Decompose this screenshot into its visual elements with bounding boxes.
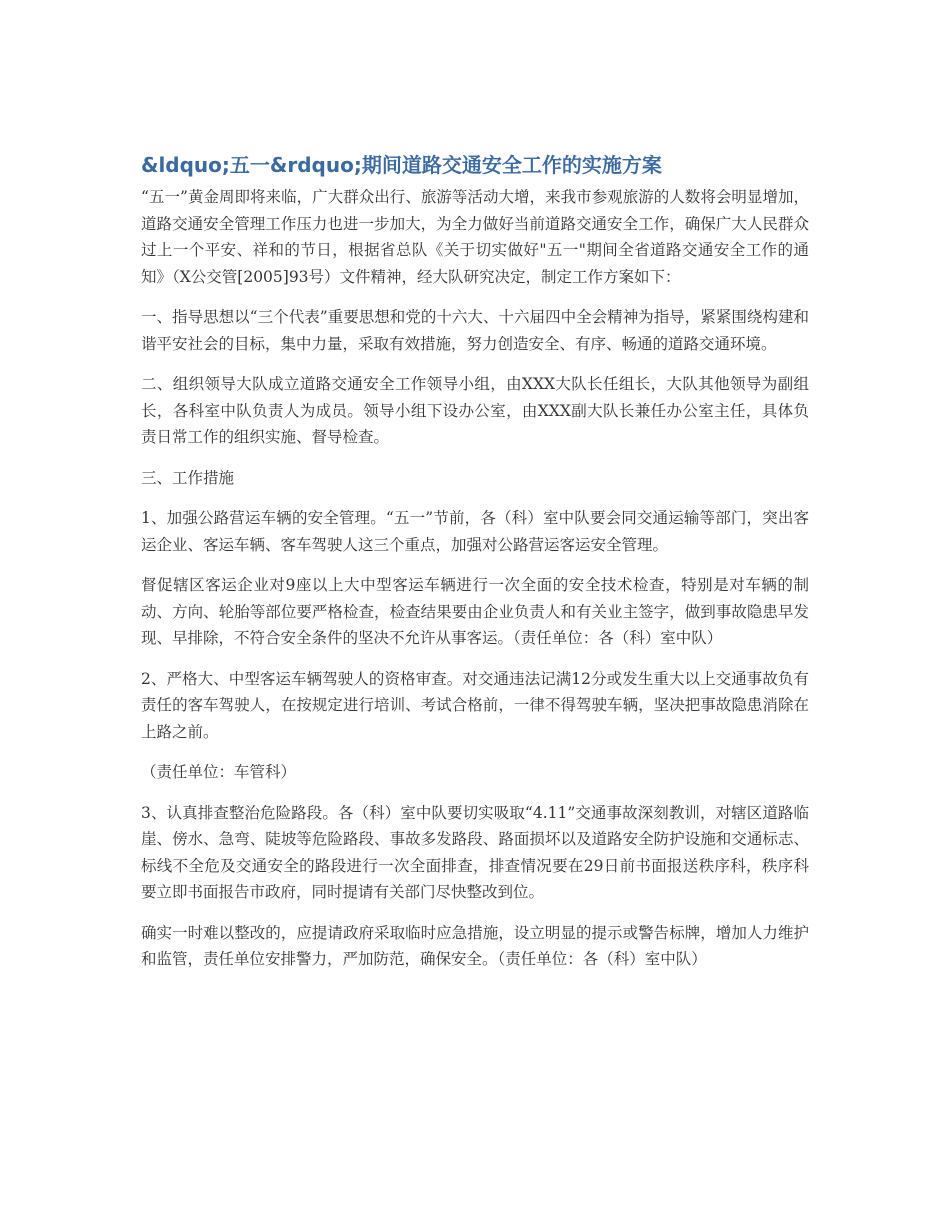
paragraph-measure-2-responsibility: （责任单位：车管科）	[141, 763, 297, 781]
paragraph-measure-3-detail: 确实一时难以整改的，应提请政府采取临时应急措施，设立明显的提示或警告标牌，增加人力维护和监管，责任单位安排警力，严加防范，确保安全。（责任单位：各（科）室中队）	[141, 923, 809, 968]
paragraph-measure-2: 2、严格大、中型客运车辆驾驶人的资格审查。对交通违法记满12分或发生重大以上交通事故负有责任的客车驾驶人，在按规定进行培训、考试合格前，一律不得驾驶车辆，坚决把事故隐患消除在上路之前。	[141, 669, 809, 741]
document-page	[141, 150, 809, 987]
paragraph-organization: 二、组织领导大队成立道路交通安全工作领导小组，由XXX大队长任组长，大队其他领导为副组长，各科室中队负责人为成员。领导小组下设办公室，由XXX副大队长兼任办公室主任，具体负责日常工作的组织实施、督导检查。	[141, 375, 809, 446]
paragraph-guiding-ideology: 一、指导思想以“三个代表”重要思想和党的十六大、十六届四中全会精神为指导，紧紧围绕构建和谐平安社会的目标，集中力量，采取有效措施，努力创造安全、有序、畅通的道路交通环境。	[141, 308, 809, 353]
paragraph-measure-1: 1、加强公路营运车辆的安全管理。“五一”节前，各（科）室中队要会同交通运输等部门，突出客运企业、客运车辆、客车驾驶人这三个重点，加强对公路营运客运安全管理。	[141, 509, 809, 554]
section-heading-measures: 三、工作措施	[141, 468, 235, 487]
paragraph-measure-3: 3、认真排查整治危险路段。各（科）室中队要切实吸取“4.11”交通事故深刻教训，对辖区道路临崖、傍水、急弯、陡坡等危险路段、事故多发路段、路面损坏以及道路安全防护设施和交通标志、标线不全危及交通安全的路段进行一次全面排查，排查情况要在29日前书面报送秩序科，秩序科要立即书面报告市政府，同时提请有关部门尽快整改到位。	[141, 803, 809, 901]
document-title: &ldquo;五一&rdquo;期间道路交通安全工作的实施方案	[141, 153, 662, 177]
paragraph-intro: “五一”黄金周即将来临，广大群众出行、旅游等活动大增，来我市参观旅游的人数将会明显增加，道路交通安全管理工作压力也进一步加大，为全力做好当前道路交通安全工作，确保广大人民群众过上一个平安、祥和的节日，根据省总队《关于切实做好"五一"期间全省道路交通安全工作的通知》（X公交管[2005]93号）文件精神，经大队研究决定，制定工作方案如下：	[141, 188, 809, 286]
paragraph-measure-1-detail: 督促辖区客运企业对9座以上大中型客运车辆进行一次全面的安全技术检查，特别是对车辆的制动、方向、轮胎等部位要严格检查，检查结果要由企业负责人和有关业主签字，做到事故隐患早发现、早排除，不符合安全条件的坚决不允许从事客运。（责任单位：各（科）室中队）	[141, 576, 809, 647]
